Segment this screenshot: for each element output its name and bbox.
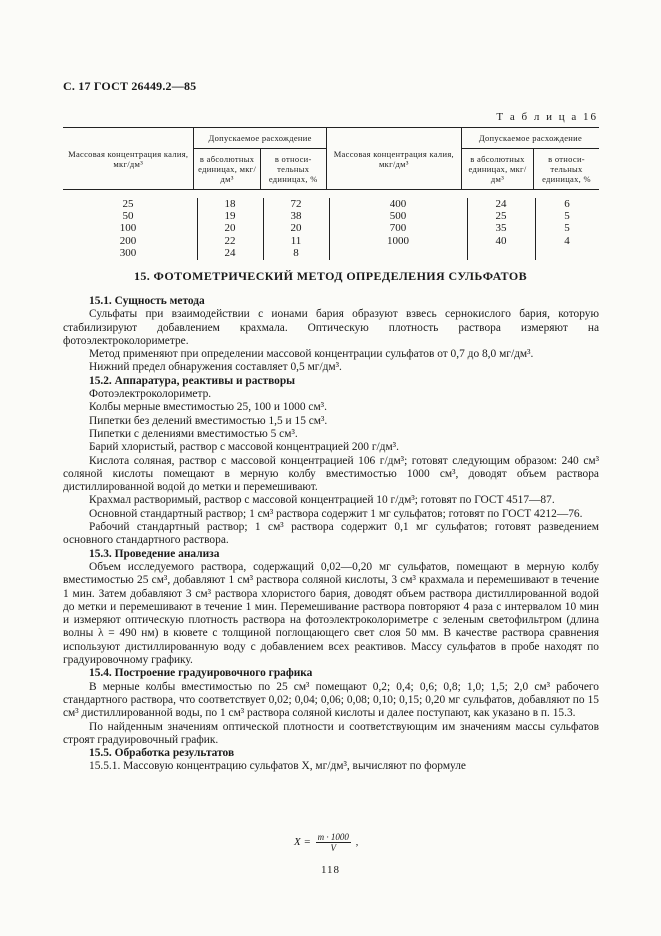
col-abs-left [197, 198, 263, 259]
header-allowed-right: Допускаемое расхождение [461, 128, 599, 149]
paragraph: Нижний предел обнаружения составляет 0,5 мг/дм³. [89, 361, 342, 374]
header-rel-left: в относи-тельных единицах, % [260, 149, 326, 190]
paragraph: Объем исследуемого раствора, содержащий 0,02—0,20 мг сульфатов, помещают в мерную колбу вместимостью 25 см³, добавляют 1 см³ раствора соляной кислоты, 3 см³ крахмала и перемешивают в течение 1 мин. Затем добавляют 3 см³ раствора хлористого бария, доводят объем раствора дистиллированной водой до метки и перемешивают в течение 1 мин. Перемешивание раствора повторяют 4 раза с интервалом 10 мин и измеряют оптическую плотность раствора на фотоэлектроколориметре с зеленым светофильтром (длина волны λ = 490 нм) в кювете с толщиной поглощающего свет слоя 50 мм. В качестве раствора сравнения используют дистиллированную воду с добавлением всех реактивов. Массу сульфатов в пробе находят по градуировочному графику. [63, 560, 599, 667]
subsection-heading: 15.2. Аппаратура, реактивы и растворы [89, 374, 296, 387]
subsection-heading: 15.5. Обработка результатов [89, 747, 235, 760]
body-text [63, 295, 599, 774]
table-cell: 35 [495, 222, 507, 235]
table-16 [63, 127, 599, 190]
paragraph: Основной стандартный раствор; 1 см³ раствора содержит 1 мг сульфатов; готовят по ГОСТ 4212—76. [89, 507, 583, 520]
table-cell: 72 [290, 198, 302, 210]
table-cell: 5 [564, 210, 570, 223]
table-cell: 40 [495, 234, 507, 247]
page-number: 118 [320, 864, 341, 876]
col-rel-right [535, 198, 599, 247]
paragraph: Пипетки без делений вместимостью 1,5 и 15 см³. [89, 414, 328, 427]
formula-fraction [316, 832, 351, 853]
paragraph: В мерные колбы вместимостью по 25 см³ помещают 0,2; 0,4; 0,6; 0,8; 1,0; 1,5; 2,0 см³ рабочего стандартного раствора, что соответствует 0,02; 0,04; 0,06; 0,08; 0,10; 0,15; 0,20 мг сульфатов, добавляют по 15 см³ дистиллированной воды, по 1 см³ раствора соляной кислоты и далее поступают, как указано в п. 15.3. [63, 680, 599, 720]
table-cell: 5 [564, 222, 570, 235]
page-header: С. 17 ГОСТ 26449.2—85 [63, 79, 197, 93]
subsection-heading: 15.1. Сущность метода [89, 295, 205, 307]
formula-denominator: V [330, 843, 337, 853]
subsection-heading: 15.4. Построение градуировочного графика [89, 667, 313, 680]
header-abs-left: в абсолютных единицах, мкг/дм³ [194, 149, 260, 190]
table-cell: 20 [224, 222, 236, 235]
table-cell: 8 [293, 246, 299, 259]
table-cell: 22 [224, 234, 236, 247]
table-cell: 18 [224, 198, 236, 210]
table-cell: 400 [389, 198, 407, 210]
col-abs-right [467, 198, 535, 247]
table-cell: 24 [224, 246, 236, 259]
header-allowed-left: Допускаемое расхождение [194, 128, 326, 149]
table-cell: 50 [122, 210, 134, 223]
table-cell: 700 [389, 222, 407, 235]
paragraph: По найденным значениям оптической плотности и соответствующим им значениям массы сульфатов строят градуировочный график. [63, 720, 599, 746]
header-abs-right: в абсолютных единицах, мкг/дм³ [461, 149, 533, 190]
section-title: 15. ФОТОМЕТРИЧЕСКИЙ МЕТОД ОПРЕДЕЛЕНИЯ СУЛЬФАТОВ [133, 269, 528, 283]
paragraph: 15.5.1. Массовую концентрацию сульфатов X, мг/дм³, вычисляют по формуле [89, 760, 466, 773]
table-cell: 4 [564, 234, 570, 247]
table-cell: 24 [495, 198, 507, 210]
formula [294, 832, 358, 853]
table-cell: 25 [122, 198, 134, 210]
col-rel-left [263, 198, 329, 259]
table-cell: 200 [119, 234, 137, 247]
paragraph: Пипетки с делениями вместимостью 5 см³. [89, 427, 298, 440]
header-conc-left: Массовая концентрация калия, мкг/дм³ [63, 128, 194, 190]
table-cell: 11 [290, 234, 302, 247]
table-cell: 100 [119, 222, 137, 235]
col-conc-right [329, 198, 467, 247]
paragraph: Крахмал растворимый, раствор с массовой концентрацией 10 г/дм³; готовят по ГОСТ 4517—87. [89, 494, 555, 507]
paragraph: Рабочий стандартный раствор; 1 см³ раствора содержит 0,1 мг сульфатов; готовят разведением основного стандартного раствора. [63, 521, 599, 547]
table-cell: 19 [224, 210, 236, 223]
paragraph: Фотоэлектроколориметр. [89, 388, 212, 401]
paragraph: Кислота соляная, раствор с массовой концентрацией 106 г/дм³; готовят следующим образом: 240 см³ соляной кислоты помещают в мерную колбу вместимостью 1000 см³, доводят объем раствора дистиллированной водой до метки и перемешивают. [63, 454, 599, 494]
paragraph: Метод применяют при определении массовой концентрации сульфатов от 0,7 до 8,0 мг/дм³. [89, 348, 534, 361]
header-conc-right: Массовая концентрация калия, мкг/дм³ [326, 128, 461, 190]
table-cell: 300 [119, 246, 137, 259]
col-conc-left [63, 198, 193, 259]
subsection-heading: 15.3. Проведение анализа [89, 547, 220, 560]
formula-numerator: m · 1000 [317, 832, 349, 842]
formula-lhs: X = [294, 836, 311, 849]
header-rel-right: в относи-тельных единицах, % [534, 149, 599, 190]
table-cell: 6 [564, 198, 570, 210]
table-cell: 20 [290, 222, 302, 235]
paragraph: Колбы мерные вместимостью 25, 100 и 1000 см³. [89, 401, 327, 414]
formula-tail: , [355, 836, 359, 849]
table-cell: 1000 [387, 234, 409, 247]
table-caption: Т а б л и ц а 16 [496, 111, 598, 123]
table-cell: 25 [495, 210, 507, 223]
table-cell: 500 [389, 210, 407, 223]
paragraph: Сульфаты при взаимодействии с ионами бария образуют взвесь сернокислого бария, которую стабилизируют добавлением крахмала. Оптическую плотность раствора измеряют на фотоэлектроколориметре. [63, 308, 599, 347]
table-cell: 38 [290, 210, 302, 223]
paragraph: Барий хлористый, раствор с массовой концентрацией 200 г/дм³. [89, 441, 399, 454]
